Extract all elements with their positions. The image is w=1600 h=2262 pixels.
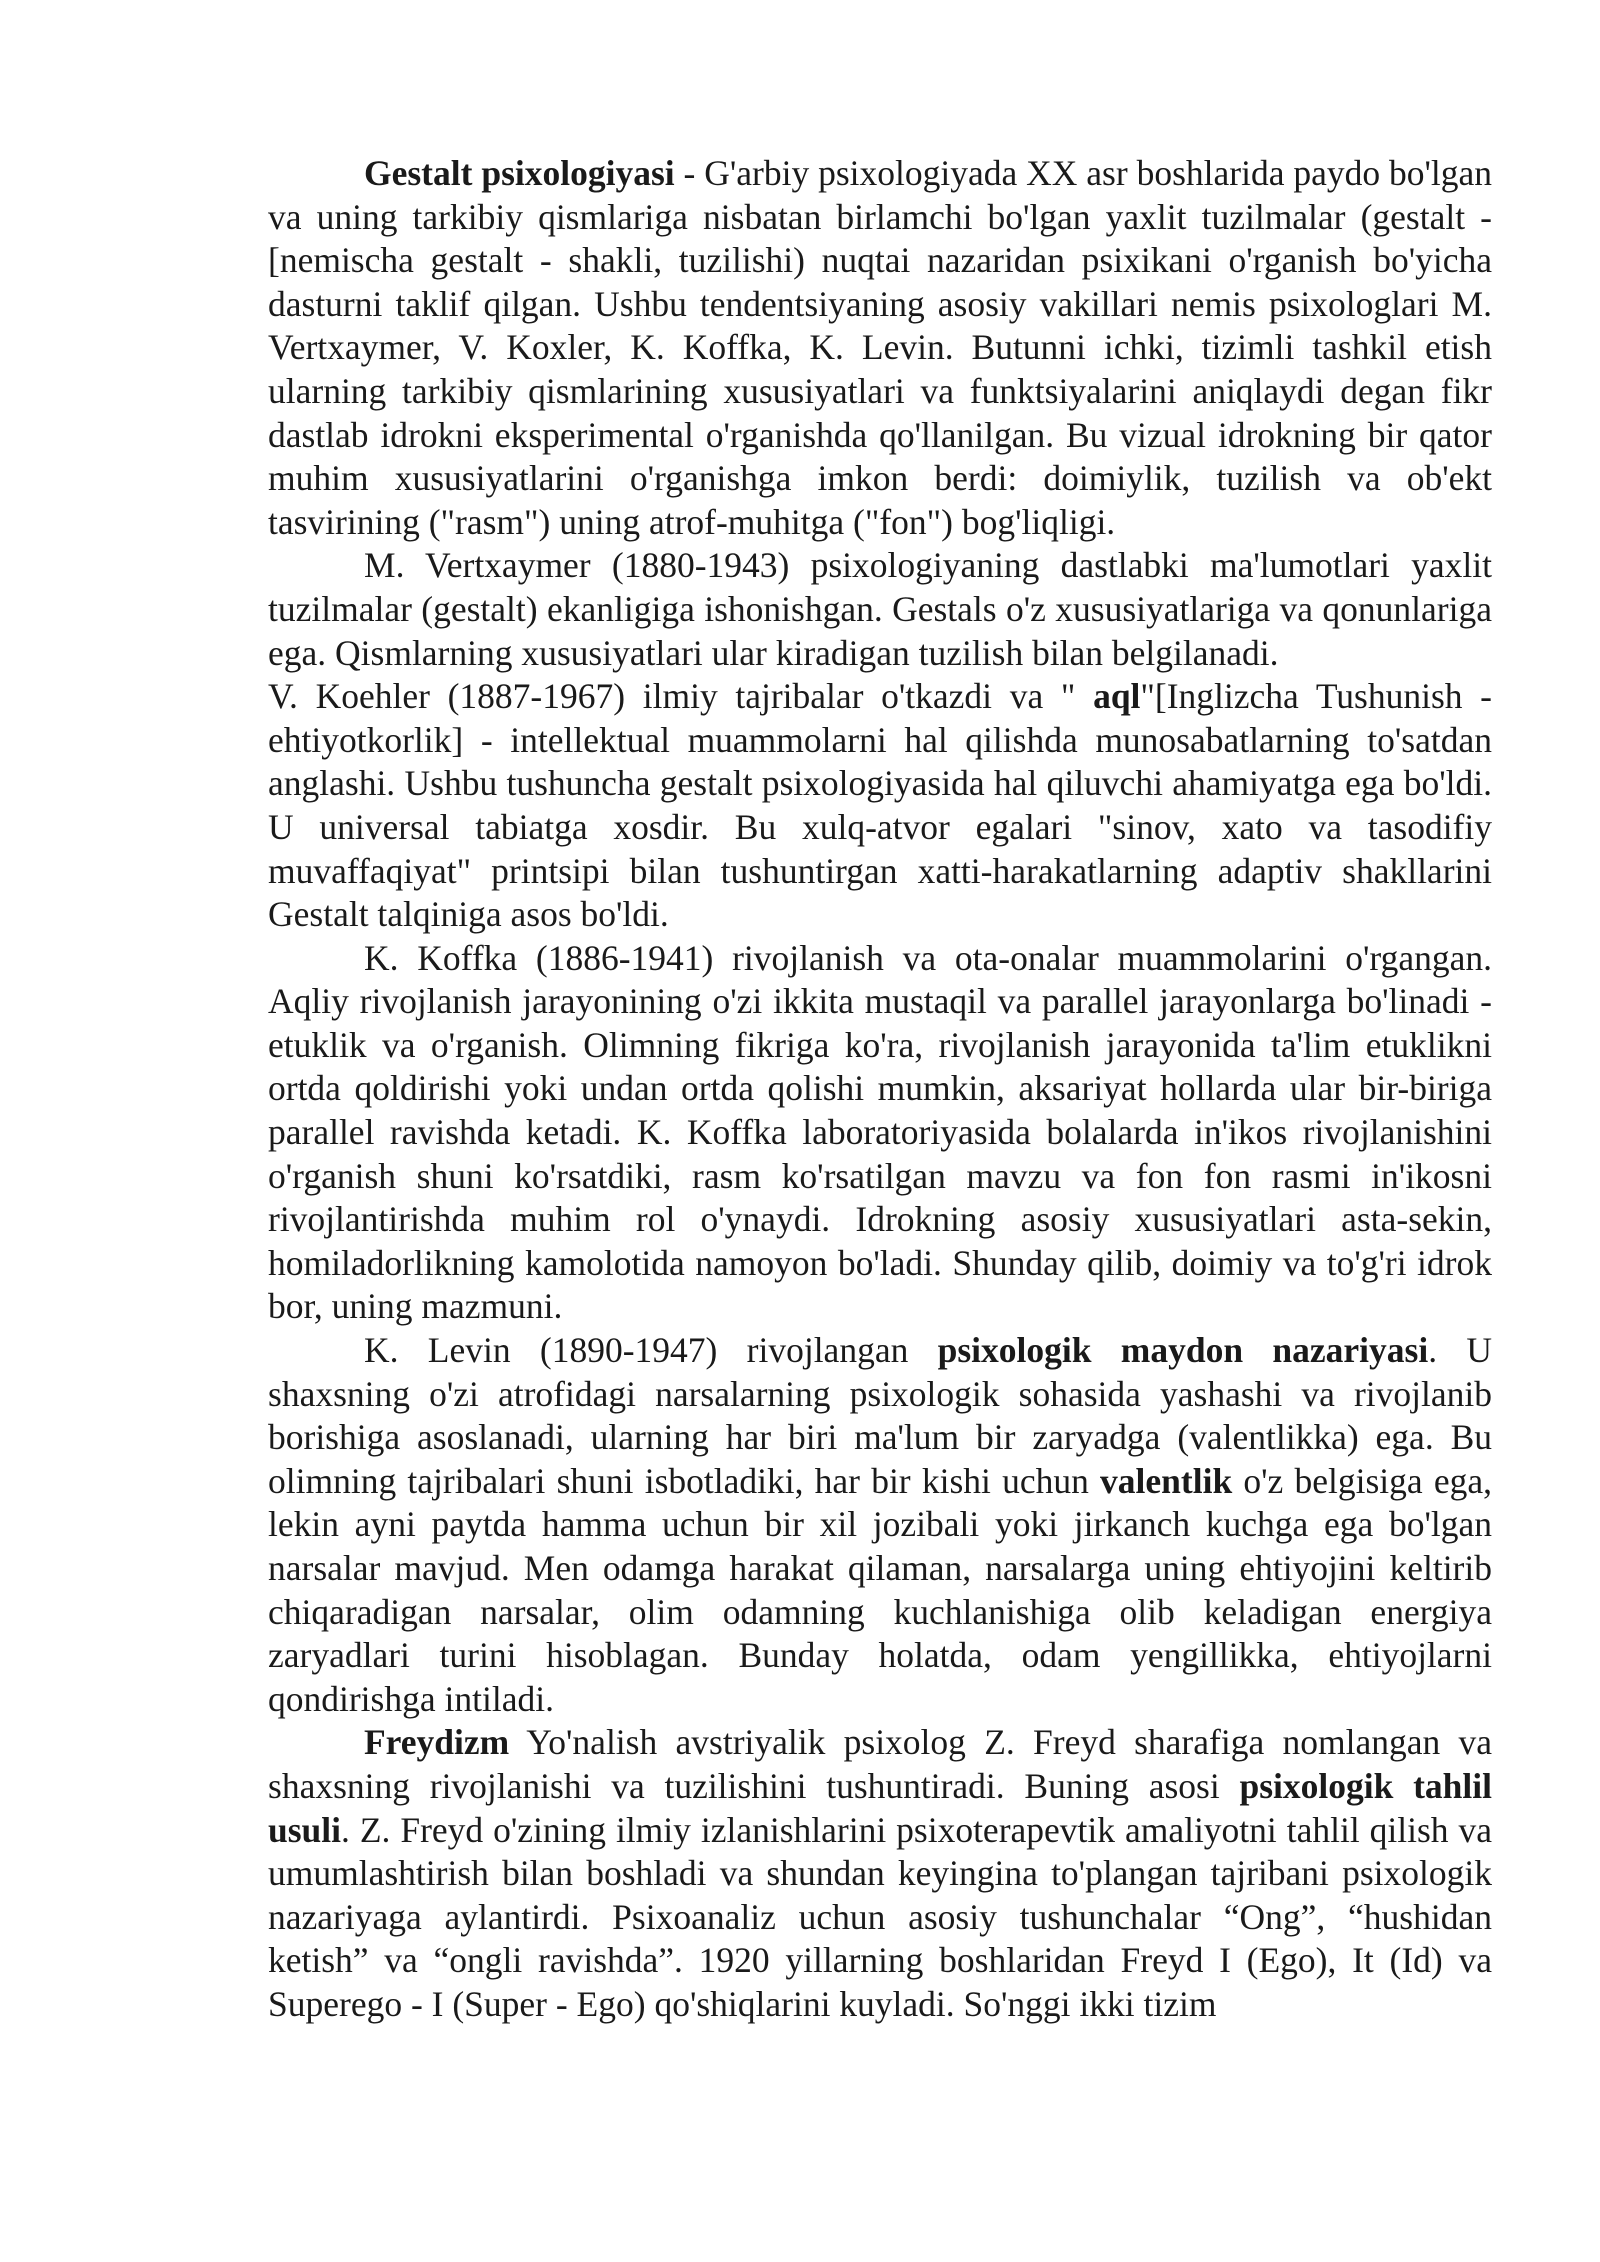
term-psixologik-tahlil-usuli: psixologik tahlil usuli: [268, 1765, 1492, 1850]
paragraph-koehler-before: V. Koehler (1887-1967) ilmiy tajribalar o'tkazdi va ": [268, 676, 1094, 717]
paragraph-freydizm-after: . Z. Freyd o'zining ilmiy izlanishlarini psixoterapevtik amaliyotni tahlil qilish va umumlashtirish bilan boshladi va shundan keyingina to'plangan tajribani psixologik nazariyaga aylantirdi. Psixoanaliz uchun asosiy tushunchalar “Ong”, “hushidan ketish” va “ongli ravishda”. 1920 yillarning boshlaridan Freyd I (Ego), It (Id) va Superego - I (Super - Ego) qo'shiqlarini kuyladi. So'nggi ikki tizim: [268, 1809, 1492, 2024]
paragraph-levin-after: o'z belgisiga ega, lekin ayni paytda hamma uchun bir xil jozibali yoki jirkanch kuchga ega bo'lgan narsalar mavjud. Men odamga harakat qilaman, narsalarga uning ehtiyojini keltirib chiqaradigan narsalar, olim odamning kuchlanishiga olib keladigan energiya zaryadlari turini hisoblagan. Bunday holatda, odam yengillikka, ehtiyojlarni qondirishga intiladi.: [268, 1460, 1492, 1719]
paragraph-koehler: [268, 675, 1492, 937]
term-aql: aql: [1093, 676, 1141, 717]
paragraph-koffka: [268, 937, 1492, 1329]
paragraph-vertxaymer-text: M. Vertxaymer (1880-1943) psixologiyaning dastlabki ma'lumotlari yaxlit tuzilmalar (gestalt) ekanligiga ishonishgan. Gestals o'z xususiyatlariga va qonunlariga ega. Qismlarning xususiyatlari ular kiradigan tuzilish bilan belgilanadi.: [268, 545, 1492, 673]
paragraph-koehler-after: "[Inglizcha Tushunish - ehtiyotkorlik] - intellektual muammolarni hal qilishda munosabatlarning to'satdan anglashi. Ushbu tushuncha gestalt psixologiyasida hal qiluvchi ahamiyatga ega bo'ldi. U universal tabiatga xosdir. Bu xulq-atvor egalari "sinov, xato va tasodifiy muvaffaqiyat" printsipi bilan tushuntirgan xatti-harakatlarning adaptiv shakllarini Gestalt talqiniga asos bo'ldi.: [268, 676, 1493, 935]
document-page: [268, 152, 1492, 2027]
paragraph-levin: [268, 1329, 1492, 1721]
paragraph-vertxaymer: [268, 544, 1492, 675]
term-gestalt: Gestalt psixologiyasi: [364, 153, 675, 193]
paragraph-gestalt-text: - G'arbiy psixologiyada XX asr boshlarida paydo bo'lgan va uning tarkibiy qismlariga nisbatan birlamchi bo'lgan yaxlit tuzilmalar (gestalt - [nemischa gestalt - shakli, tuzilishi) nuqtai nazaridan psixikani o'rganish bo'yicha dasturni taklif qilgan. Ushbu tendentsiyaning asosiy vakillari nemis psixologlari M. Vertxaymer, V. Koxler, K. Koffka, K. Levin. Butunni ichki, tizimli tashkil etish ularning tarkibiy qismlarining xususiyatlari va funktsiyalarini aniqlaydi degan fikr dastlab idrokni eksperimental o'rganishda qo'llanilgan. Bu vizual idrokning bir qator muhim xususiyatlarini o'rganishga imkon berdi: doimiylik, tuzilish va ob'ekt tasvirining ("rasm") uning atrof-muhitga ("fon") bog'liqligi.: [268, 153, 1492, 542]
term-freydizm: Freydizm: [364, 1722, 510, 1763]
paragraph-levin-before: K. Levin (1890-1947) rivojlangan: [364, 1330, 938, 1371]
paragraph-freydizm-before: Yo'nalish avstriyalik psixolog Z. Freyd sharafiga nomlangan va shaxsning rivojlanishi va tuzilishini tushuntiradi. Buning asosi: [268, 1722, 1492, 1806]
paragraph-gestalt: [268, 152, 1492, 544]
term-psixologik-maydon-nazariyasi: psixologik maydon nazariyasi: [937, 1330, 1429, 1371]
paragraph-levin-middle: . U shaxsning o'zi atrofidagi narsalarning psixologik sohasida yashashi va rivojlanib borishiga asoslanadi, ularning har biri ma'lum bir zaryadga (valentlikka) ega. Bu olimning tajribalari shuni isbotladiki, har bir kishi uchun: [268, 1330, 1492, 1501]
term-valentlik: valentlik: [1100, 1460, 1233, 1501]
paragraph-freydizm: [268, 1721, 1492, 2026]
paragraph-koffka-text: K. Koffka (1886-1941) rivojlanish va ota-onalar muammolarini o'rgangan. Aqliy rivojlanish jarayonining o'zi ikkita mustaqil va parallel jarayonlarga bo'linadi - etuklik va o'rganish. Olimning fikriga ko'ra, rivojlanish jarayonida ta'lim etuklikni ortda qoldirishi yoki undan ortda qolishi mumkin, aksariyat hollarda ular bir-biriga parallel ravishda ketadi. K. Koffka laboratoriyasida bolalarda in'ikos rivojlanishini o'rganish shuni ko'rsatdiki, rasm ko'rsatilgan mavzu va fon fon rasmi in'ikosni rivojlantirishda muhim rol o'ynaydi. Idrokning asosiy xususiyatlari asta-sekin, homiladorlikning kamolotida namoyon bo'ladi. Shunday qilib, doimiy va to'g'ri idrok bor, uning mazmuni.: [268, 937, 1492, 1327]
